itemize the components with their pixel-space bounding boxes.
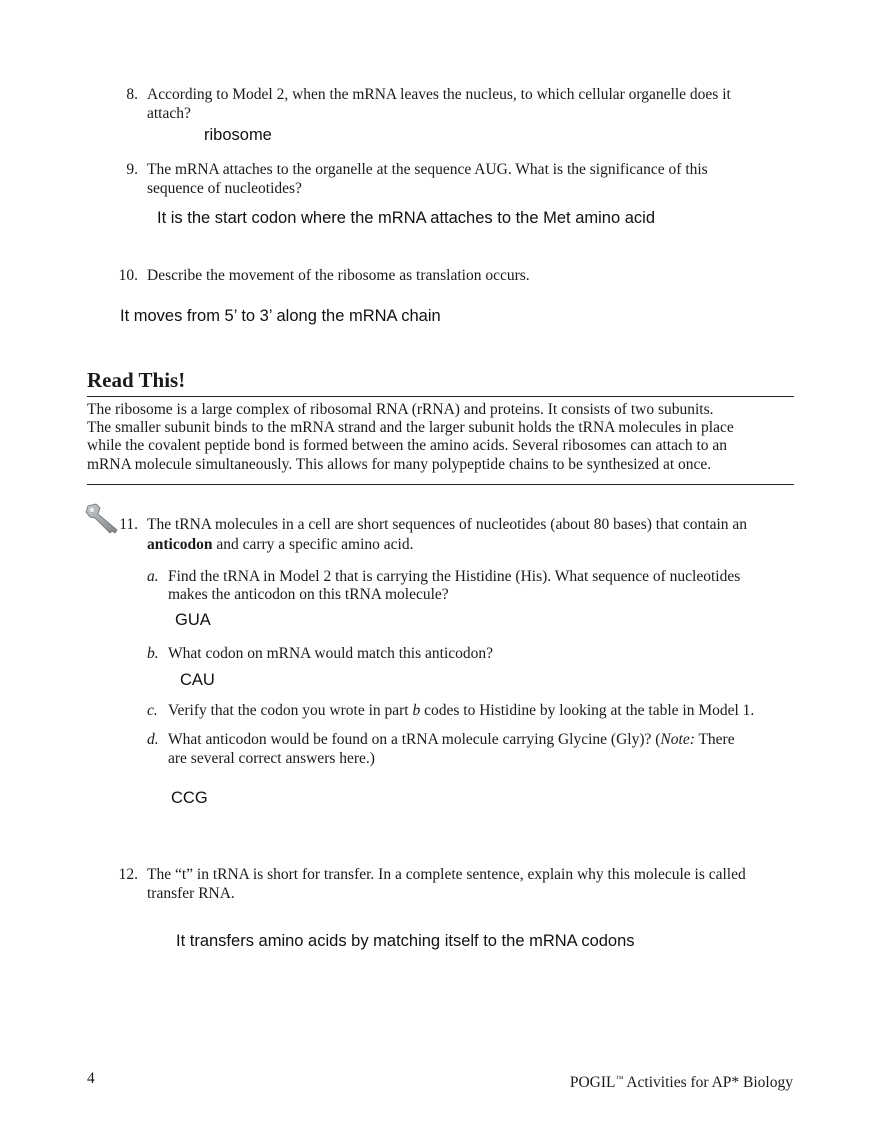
text: POGIL [569, 1074, 616, 1092]
part-b-label: b. [147, 645, 159, 662]
text: b [412, 702, 421, 719]
answer-11b: CAU [180, 671, 215, 689]
question-9-text-1: The mRNA attaches to the organelle at the sequence AUG. What is the significance of this [147, 161, 708, 178]
question-11-text-1: The tRNA molecules in a cell are short sequences of nucleotides (about 80 bases) that contain an [147, 516, 748, 533]
read-this-heading: Read This! [87, 368, 186, 392]
question-number: 10. [118, 267, 138, 284]
part-label [147, 645, 159, 664]
part-d-label: d. [147, 731, 159, 748]
page-number: 4 [87, 1070, 95, 1087]
divider [87, 396, 794, 397]
text: Activities for AP* Biology [623, 1074, 793, 1092]
part-a-label: a. [147, 568, 159, 585]
answer-11d: CCG [171, 789, 208, 807]
part-a-text-2: makes the anticodon on this tRNA molecule? [168, 586, 449, 603]
question-number: 8. [126, 86, 138, 103]
text: What anticodon would be found on a tRNA molecule carrying Glycine (Gly)? ( [168, 731, 661, 748]
question-8-text-2: attach? [147, 105, 191, 122]
answer-8: ribosome [204, 126, 272, 144]
read-this-line: while the covalent peptide bond is formed between the amino acids. Several ribosomes can attach to an [87, 437, 728, 454]
question-11-text-rest: and carry a specific amino acid. [212, 536, 414, 553]
footer-title [570, 1070, 793, 1093]
question-12-text-2: transfer RNA. [147, 885, 235, 902]
answer-11a: GUA [175, 611, 211, 629]
question-11-text-2 [147, 536, 413, 555]
text: codes to Histidine by looking at the table in Model 1. [420, 702, 755, 719]
question-number: 9. [126, 161, 138, 178]
part-label [147, 568, 159, 587]
answer-10: It moves from 5’ to 3’ along the mRNA chain [120, 307, 441, 325]
trademark: ™ [615, 1074, 624, 1083]
read-this-line: mRNA molecule simultaneously. This allows for many polypeptide chains to be synthesized at once. [87, 456, 712, 473]
text: Verify that the codon you wrote in part [168, 702, 413, 719]
text: Note: [660, 731, 695, 748]
divider [87, 484, 794, 485]
question-8-text-1: According to Model 2, when the mRNA leaves the nucleus, to which cellular organelle does it [147, 86, 731, 103]
text: There [694, 731, 735, 748]
question-12-text-1: The “t” in tRNA is short for transfer. In a complete sentence, explain why this molecule is called [147, 866, 746, 883]
answer-9: It is the start codon where the mRNA attaches to the Met amino acid [157, 209, 655, 227]
read-this-line: The ribosome is a large complex of ribosomal RNA (rRNA) and proteins. It consists of two subunits. [87, 401, 714, 418]
question-number: 11. [119, 516, 138, 533]
part-d-text-1 [168, 731, 735, 750]
read-this-line: The smaller subunit binds to the mRNA strand and the larger subunit holds the tRNA molecules in place [87, 419, 734, 436]
part-c-label: c. [147, 702, 158, 719]
answer-12: It transfers amino acids by matching itself to the mRNA codons [176, 932, 635, 950]
part-d-text-2: are several correct answers here.) [168, 750, 375, 767]
part-label [147, 702, 158, 721]
bold-term: anticodon [147, 536, 213, 553]
question-10-text: Describe the movement of the ribosome as translation occurs. [147, 267, 530, 284]
part-c-text [168, 702, 754, 721]
part-b-text: What codon on mRNA would match this anticodon? [168, 645, 494, 662]
question-number: 12. [118, 866, 138, 883]
part-a-text-1: Find the tRNA in Model 2 that is carrying the Histidine (His). What sequence of nucleotides [168, 568, 741, 585]
question-9-text-2: sequence of nucleotides? [147, 180, 302, 197]
part-label [147, 731, 159, 750]
